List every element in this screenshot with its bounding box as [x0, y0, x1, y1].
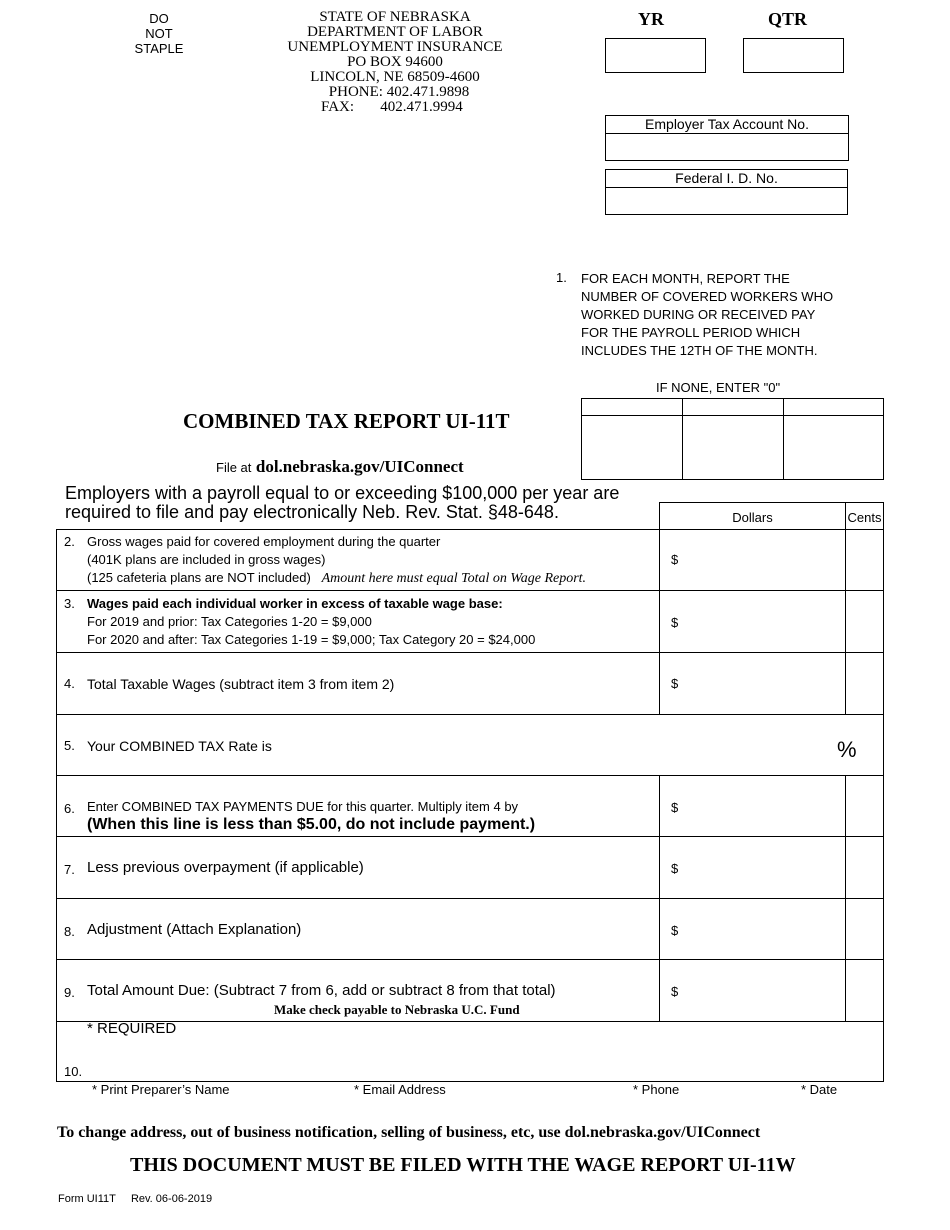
employer-account-input[interactable] [605, 133, 849, 161]
item3-dollars-input[interactable] [660, 591, 845, 651]
item2-line-3: (125 cafeteria plans are NOT included) [87, 570, 311, 585]
item9-cents-input[interactable] [846, 960, 883, 1020]
page-title: COMBINED TAX REPORT UI-11T [183, 409, 510, 433]
item2-dollar-sign: $ [671, 552, 679, 567]
month2-count-input[interactable] [683, 416, 783, 479]
agency-line-department: DEPARTMENT OF LABOR [307, 24, 483, 40]
item2-text [87, 533, 586, 588]
item6-dollars-input[interactable] [660, 776, 845, 835]
preparer-signature-input[interactable] [90, 1040, 870, 1080]
item2-note: Amount here must equal Total on Wage Report. [321, 571, 587, 586]
item3-text [87, 595, 535, 649]
item1-line-3: WORKED DURING OR RECEIVED PAY [581, 307, 816, 322]
do-not-staple-line-1: DO NOT [145, 11, 173, 41]
must-file-notice: THIS DOCUMENT MUST BE FILED WITH THE WAGE REPORT UI-11W [130, 1154, 796, 1176]
item2-number: 2. [64, 534, 75, 549]
agency-line-phone: PHONE: 402.471.9898 [328, 84, 470, 100]
item3-line-3: For 2020 and after: Tax Categories 1-19 = $9,000; Tax Category 20 = $24,000 [87, 632, 536, 647]
agency-address [270, 10, 520, 115]
federal-id-label-box [605, 169, 848, 188]
item7-dollars-input[interactable] [660, 837, 845, 897]
item2-line-2: (401K plans are included in gross wages) [87, 552, 326, 567]
item3-line-1: Wages paid each individual worker in excess of taxable wage base: [87, 596, 503, 611]
item6-line-2: (When this line is less than $5.00, do not include payment.) [87, 816, 536, 833]
employer-account-label: Employer Tax Account No. [645, 116, 809, 132]
change-address-notice: To change address, out of business notification, selling of business, etc, use dol.nebraska.gov/UIConnect [57, 1124, 761, 1141]
item1-line-2: NUMBER OF COVERED WORKERS WHO [581, 289, 834, 304]
month1-count-input[interactable] [582, 416, 682, 479]
item2-cents-input[interactable] [846, 530, 883, 589]
item4-number: 4. [64, 676, 75, 691]
item3-number: 3. [64, 596, 75, 611]
item9-dollar-sign: $ [671, 984, 679, 999]
item8-text: Adjustment (Attach Explanation) [87, 921, 302, 938]
agency-line-state: STATE OF NEBRASKA [319, 9, 471, 25]
qtr-input[interactable] [743, 38, 844, 73]
item2-line-1: Gross wages paid for covered employment during the quarter [87, 534, 441, 549]
if-none-note: IF NONE, ENTER "0" [656, 380, 781, 395]
item5-number: 5. [64, 738, 75, 753]
item7-cents-input[interactable] [846, 837, 883, 897]
file-at-url[interactable]: dol.nebraska.gov/UIConnect [255, 457, 464, 476]
item6-line-1: Enter COMBINED TAX PAYMENTS DUE for this quarter. Multiply item 4 by [87, 799, 519, 814]
preparer-name-label: * Print Preparer’s Name [92, 1082, 230, 1097]
item4-text: Total Taxable Wages (subtract item 3 from item 2) [87, 676, 395, 692]
electronic-filing-notice [65, 484, 619, 522]
item5-percent-sign: % [837, 737, 857, 762]
item10-number: 10. [64, 1064, 83, 1079]
yr-label: YR [638, 9, 664, 29]
item5-rate-input[interactable] [660, 715, 820, 774]
item4-dollar-sign: $ [671, 676, 679, 691]
form-id: Form UI11T Rev. 06-06-2019 [58, 1193, 213, 1205]
item9-dollars-input[interactable] [660, 960, 845, 1020]
item3-dollar-sign: $ [671, 615, 679, 630]
item5-text: Your COMBINED TAX Rate is [87, 738, 272, 754]
item9-check-payable: Make check payable to Nebraska U.C. Fund [274, 1002, 520, 1017]
cents-header [845, 502, 884, 530]
item1-line-1: FOR EACH MONTH, REPORT THE [581, 271, 790, 286]
agency-line-fax: FAX: 402.471.9994 [321, 99, 463, 115]
do-not-staple-notice [134, 11, 184, 56]
cents-header-label: Cents [847, 510, 882, 525]
file-at-label: File at [216, 460, 252, 475]
item7-dollar-sign: $ [671, 861, 679, 876]
item8-cents-input[interactable] [846, 899, 883, 958]
agency-line-city: LINCOLN, NE 68509-4600 [310, 69, 480, 85]
month3-count-input[interactable] [784, 416, 883, 479]
item1-number: 1. [556, 270, 567, 285]
item4-dollars-input[interactable] [660, 653, 845, 713]
item7-text: Less previous overpayment (if applicable) [87, 859, 364, 876]
item8-number: 8. [64, 924, 75, 939]
item3-cents-input[interactable] [846, 591, 883, 651]
item8-dollar-sign: $ [671, 923, 679, 938]
item6-text [87, 798, 535, 834]
item2-dollars-input[interactable] [660, 530, 845, 589]
item6-dollar-sign: $ [671, 800, 679, 815]
agency-line-pobox: PO BOX 94600 [347, 54, 443, 70]
item6-cents-input[interactable] [846, 776, 883, 835]
federal-id-input[interactable] [605, 187, 848, 215]
employer-account-label-box [605, 115, 849, 134]
item9-number: 9. [64, 985, 75, 1000]
phone-label: * Phone [633, 1082, 680, 1097]
item1-line-5: INCLUDES THE 12TH OF THE MONTH. [581, 343, 818, 358]
item1-line-4: FOR THE PAYROLL PERIOD WHICH [581, 325, 801, 340]
item1-instructions [581, 270, 833, 360]
item3-line-2: For 2019 and prior: Tax Categories 1-20 = $9,000 [87, 614, 372, 629]
electronic-notice-line-1: Employers with a payroll equal to or exceeding $100,000 per year are [65, 483, 620, 503]
yr-input[interactable] [605, 38, 706, 73]
do-not-staple-line-2: STAPLE [134, 41, 184, 56]
file-at [216, 457, 464, 477]
electronic-notice-line-2: required to file and pay electronically Neb. Rev. Stat. §48-648. [65, 502, 559, 522]
item4-cents-input[interactable] [846, 653, 883, 713]
item10-required: * REQUIRED [87, 1020, 177, 1037]
agency-line-ui: UNEMPLOYMENT INSURANCE [287, 39, 503, 55]
item6-number: 6. [64, 801, 75, 816]
federal-id-label: Federal I. D. No. [675, 170, 778, 186]
item9-text: Total Amount Due: (Subtract 7 from 6, add or subtract 8 from that total) [87, 982, 556, 999]
item8-dollars-input[interactable] [660, 899, 845, 958]
dollars-header [659, 502, 846, 530]
item7-number: 7. [64, 862, 75, 877]
email-label: * Email Address [354, 1082, 446, 1097]
dollars-header-label: Dollars [732, 510, 773, 525]
qtr-label: QTR [768, 9, 808, 29]
date-label: * Date [801, 1082, 838, 1097]
